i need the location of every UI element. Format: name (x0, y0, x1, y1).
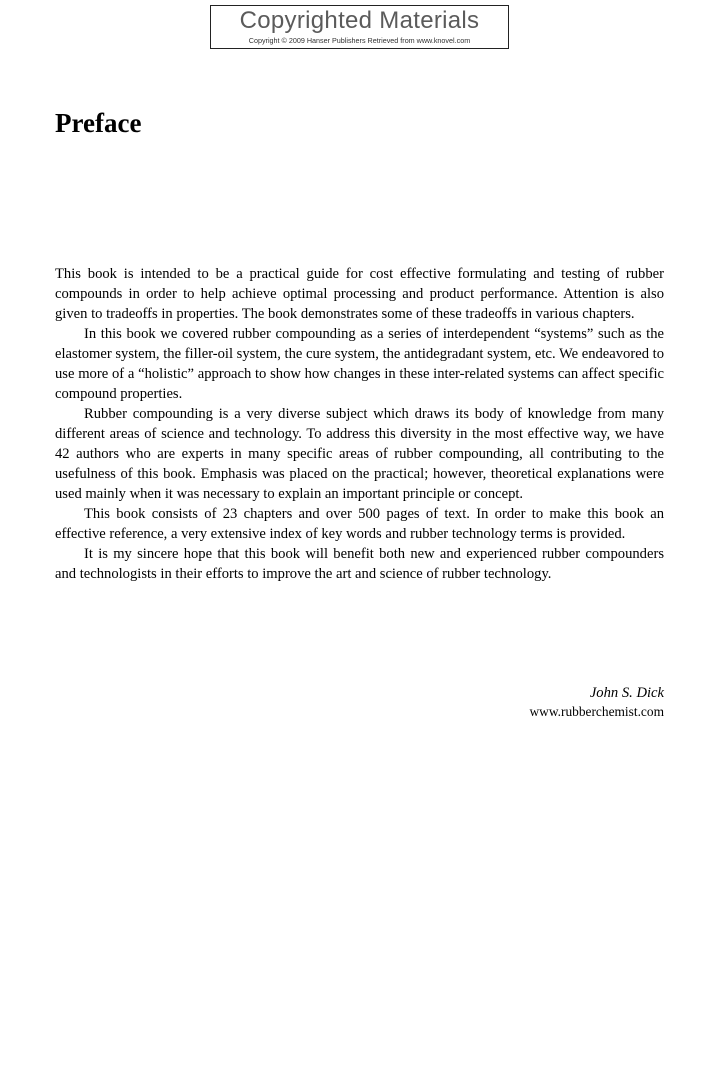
author-name: John S. Dick (589, 685, 664, 701)
paragraph-contents: This book consists of 23 chapters and over 500 pages of text. In order to make this book an effective reference, a very extensive index of key words and rubber technology terms is provided. (55, 506, 664, 542)
paragraph-diversity: Rubber compounding is a very diverse subject which draws its body of knowledge from many different areas of science and technology. To address this diversity in the most effective way, we have 42 authors who are experts in many specific areas of rubber compounding, all contributing to the usefulness of this book. Emphasis was placed on the practical; however, theoretical explanations were used mainly when it was necessary to explain an important principle or concept. (55, 406, 664, 502)
paragraph-closing: It is my sincere hope that this book will benefit both new and experienced rubber compounders and technologists in their efforts to improve the art and science of rubber technology. (55, 546, 664, 582)
copyright-watermark (210, 5, 509, 49)
author-website: www.rubberchemist.com (529, 704, 664, 719)
watermark-title: Copyrighted Materials (239, 7, 480, 34)
preface-body (55, 264, 664, 584)
author-signature (530, 683, 665, 721)
paragraph-intro: This book is intended to be a practical guide for cost effective formulating and testing of rubber compounds in order to help achieve optimal processing and product performance. Attention is also given to tradeoffs in properties. The book demonstrates some of these tradeoffs in various chapters. (55, 266, 664, 322)
watermark-notice: Copyright © 2009 Hanser Publishers Retrieved from www.knovel.com (248, 36, 471, 45)
paragraph-systems: In this book we covered rubber compounding as a series of interdependent “systems” such as the elastomer system, the filler-oil system, the cure system, the antidegradant system, etc. We endeavored to use more of a “holistic” approach to show how changes in these inter-related systems can affect specific compound properties. (55, 326, 664, 402)
page-title: Preface (55, 108, 142, 138)
